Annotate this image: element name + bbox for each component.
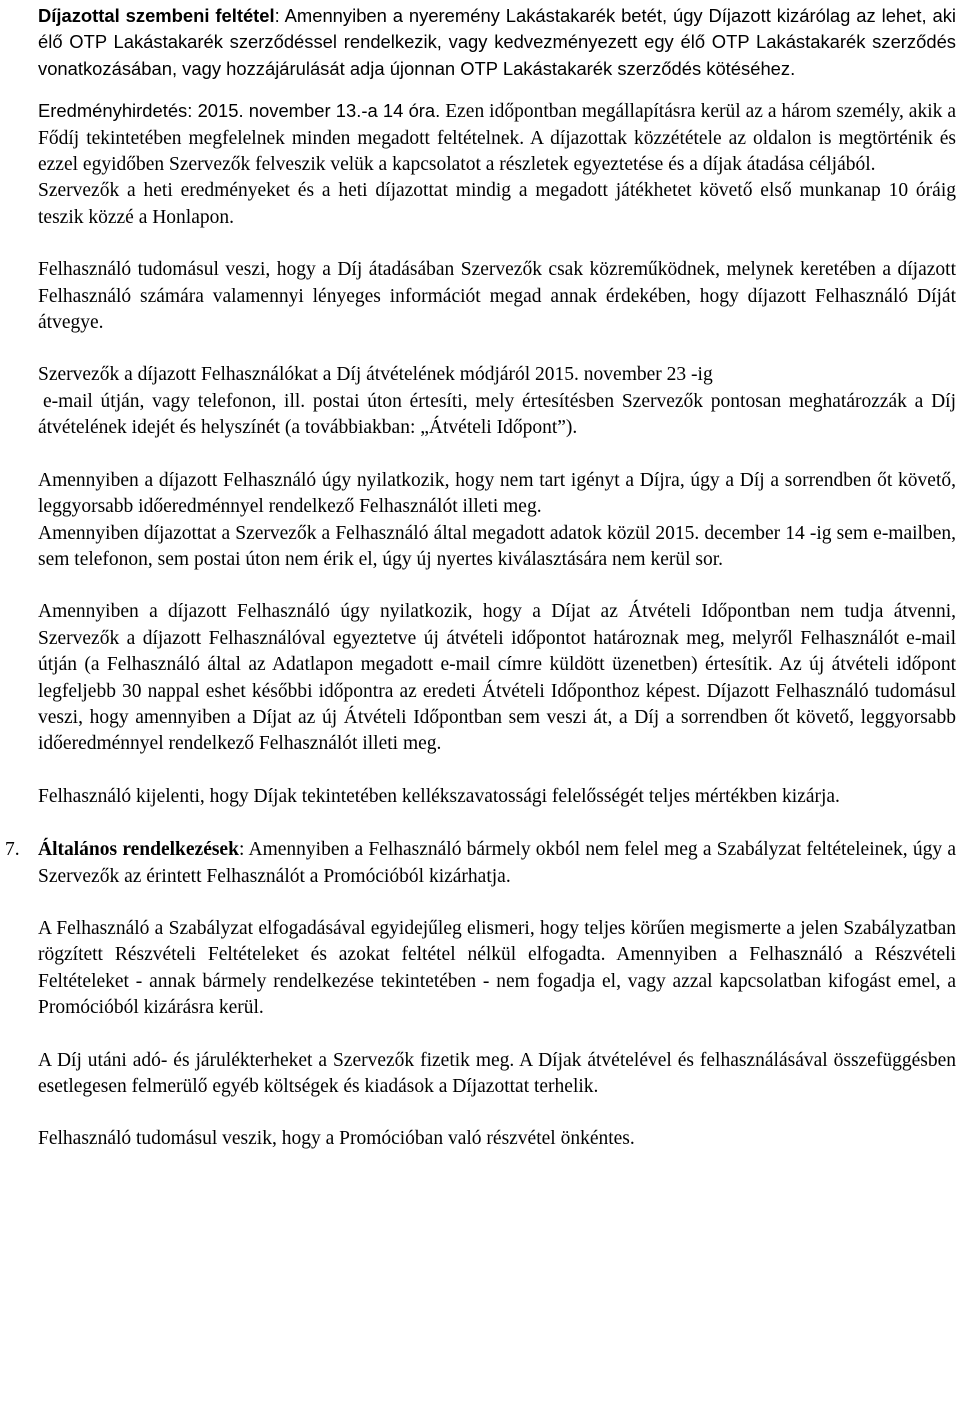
cooperation-paragraph: Felhasználó tudomásul veszi, hogy a Díj átadásában Szervezők csak közreműködnek, melynek keretében a díjazott Felhasználó számára valamennyi lényeges információt megad annak érdekében, hogy díjazott Felhasználó Díját átvegye. [38,259,956,334]
warranty-paragraph: Felhasználó kijelenti, hogy Díjak tekintetében kellékszavatossági felelősségét teljes mértékben kizárja. [38,785,840,807]
notification-paragraph [38,362,956,441]
results-paragraph [38,98,956,178]
acceptance-paragraph: A Felhasználó a Szabályzat elfogadásával egyidejűleg elismeri, hogy teljes körűen megismerte a jelen Szabályzatban rögzített Részvételi Feltételeket és azokat feltétel nélkül elfogadta. Amennyiben a Felhasználó a Részvételi Feltételeket - annak bármely rendelkezése tekintetében - nem fogadja el, vagy azzal kapcsolatban kifogást emel, a Promócióból kizárásra kerül. [38,917,956,1019]
prize-condition-text: : Amennyiben a nyeremény Lakástakarék betét, úgy Díjazott kizárólag az lehet, aki élő OTP Lakástakarék szerződéssel rendelkezik, vagy kedvezményezett egy élő OTP Lakástakarék szerződés vonatkozásában, vagy hozzájárulását adja újonnan OTP Lakástakarék szerződés kötéséhez. [38,5,957,79]
decline-paragraph: Amennyiben a díjazott Felhasználó úgy nyilatkozik, hogy nem tart igényt a Díjra, úgy a Díj a sorrendben őt követő, leggyorsabb időeredménnyel rendelkező Felhasználót illeti meg. [38,469,956,518]
tax-paragraph: A Díj utáni adó- és járulékterheket a Szervezők fizetik meg. A Díjak átvételével és felhasználásával összefüggésben esetlegesen felmerülő egyéb költségek és kiadások a Díjazottat terhelik. [38,1049,956,1097]
notification-rest: e-mail útján, vagy telefonon, ill. postai úton értesíti, mely értesítésben Szervezők pontosan meghatározzák a Díj átvételének idejét és helyszínét (a továbbiakban: „Átvételi Időpont”). [38,390,956,439]
no-reply-paragraph: Amennyiben díjazottat a Szervezők a Felhasználó által megadott adatok közül 2015. december 14 -ig sem e-mailben, sem telefonon, sem postai úton nem érik el, úgy új nyertes kiválasztására nem kerül sor. [38,522,956,570]
document-page [5,0,957,1153]
voluntary-paragraph: Felhasználó tudomásul veszik, hogy a Promócióban való részvétel önkéntes. [38,1128,635,1150]
notification-line-1: Szervezők a díjazott Felhasználókat a Díj átvételének módjáról 2015. november 23 -ig [38,364,713,386]
section-7-label: Általános rendelkezések [38,839,239,861]
weekly-results-paragraph: Szervezők a heti eredményeket és a heti díjazottat mindig a megadott játékhetet követő első munkanap 10 óráig teszik közzé a Honlapon. [38,180,956,228]
section-7-number: 7. [5,839,20,861]
prize-condition-label: Díjazottal szembeni feltétel [38,5,275,26]
reschedule-paragraph: Amennyiben a díjazott Felhasználó úgy nyilatkozik, hogy a Díjat az Átvételi Időpontban nem tudja átvenni, Szervezők a díjazott Felhasználóval egyeztetve új átvételi időpontot határoznak meg, melyről Felhasználót e-mail útján (a Felhasználó által az Adatlapon megadott e-mail címre küldött üzenetben) értesítik. Az új átvételi időpont legfeljebb 30 nappal eshet későbbi időpontra az eredeti Átvételi Időponthoz képest. Díjazott Felhasználó tudomásul veszi, hogy amennyiben a Díjat az új Átvételi Időpontban sem veszi át, a Díj a sorrendben őt követő, leggyorsabb időeredménnyel rendelkező Felhasználót illeti meg. [38,601,956,755]
section-7-paragraph [5,837,956,890]
results-lead: Eredményhirdetés: 2015. november 13.-a 14 óra. [38,100,441,122]
results-text: Ezen időpontban megállapításra kerül az a három személy, akik a Fődíj tekintetében megfelelnek minden megadott feltételnek. A díjazottak közzététele az oldalon is megtörténik és ezzel egyidőben Szervezők felveszik velük a kapcsolatot a részletek egyeztetése és a díjak átadása céljából. [38,101,956,176]
section-7-text: : Amennyiben a Felhasználó bármely okból nem felel meg a Szabályzat feltételeinek, úgy a Szervezők az érintett Felhasználót a Promócióból kizárhatja. [38,839,956,887]
prize-condition-paragraph [38,3,956,82]
